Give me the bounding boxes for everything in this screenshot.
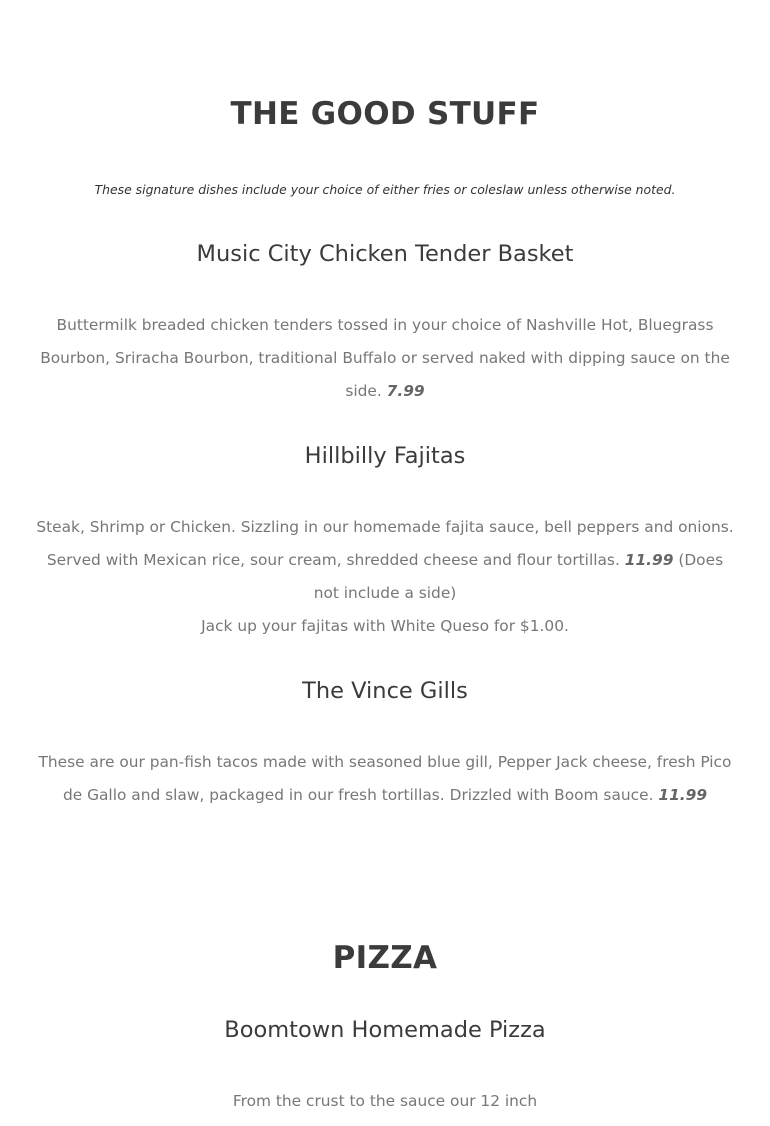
item-price: 7.99 bbox=[386, 382, 425, 400]
section-note: These signature dishes include your choice of either fries or coleslaw unless otherwise noted. bbox=[94, 182, 676, 197]
item-name-vince-gills: The Vince Gills bbox=[302, 678, 468, 704]
item-price: 11.99 bbox=[658, 786, 708, 804]
item-name-boomtown-pizza: Boomtown Homemade Pizza bbox=[224, 1017, 546, 1043]
item-description-text: These are our pan-fish tacos made with seasoned blue gill, Pepper Jack cheese, fresh Pico de Gallo and slaw, packaged in our fresh tortillas. Drizzled with Boom sauce. bbox=[38, 753, 732, 804]
section-title-pizza: PIZZA bbox=[332, 940, 438, 976]
item-description-vince-gills bbox=[28, 746, 742, 812]
item-upgrade-note: Jack up your fajitas with White Queso for $1.00. bbox=[201, 617, 569, 635]
item-name-chicken-tender-basket: Music City Chicken Tender Basket bbox=[196, 241, 574, 267]
item-description-text: Buttermilk breaded chicken tenders tossed in your choice of Nashville Hot, Bluegrass Bourbon, Sriracha Bourbon, traditional Buffalo or served naked with dipping sauce on the side. bbox=[40, 316, 730, 400]
section-title-good-stuff: THE GOOD STUFF bbox=[230, 96, 540, 132]
item-price-note: (Does not include a side) bbox=[313, 551, 724, 602]
item-description-hillbilly-fajitas bbox=[34, 511, 736, 610]
item-price: 11.99 bbox=[624, 551, 674, 569]
item-description-boomtown-pizza: From the crust to the sauce our 12 inch bbox=[232, 1092, 538, 1110]
item-description-text: Steak, Shrimp or Chicken. Sizzling in our homemade fajita sauce, bell peppers and onions. Served with Mexican rice, sour cream, shredded cheese and flour tortillas. bbox=[36, 518, 734, 569]
item-description-chicken-tender-basket bbox=[36, 309, 734, 408]
item-name-hillbilly-fajitas: Hillbilly Fajitas bbox=[304, 443, 466, 469]
